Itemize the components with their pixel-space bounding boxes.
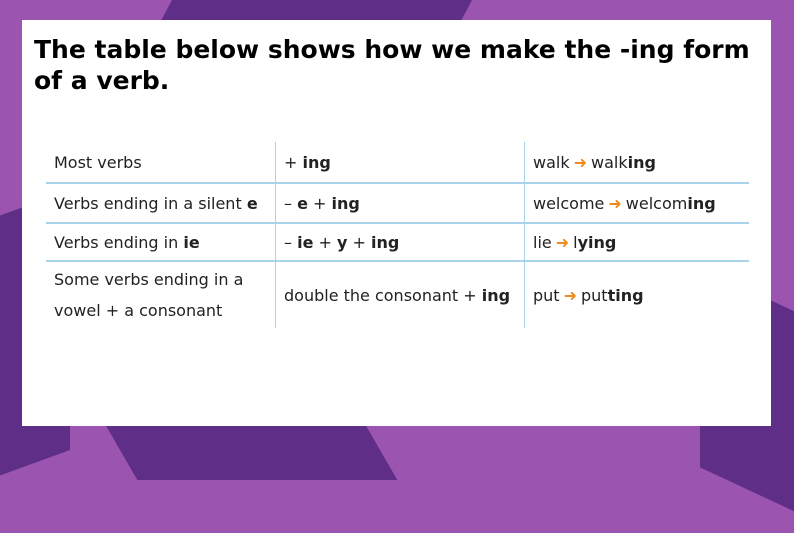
change-cell bbox=[275, 184, 524, 222]
table-row bbox=[46, 184, 749, 224]
right-arrow-icon: ➜ bbox=[563, 285, 577, 305]
rule-text: Most verbs bbox=[54, 152, 142, 172]
example-suffix: ying bbox=[577, 232, 617, 252]
table-row bbox=[46, 142, 749, 184]
rule-bold: ie bbox=[183, 232, 200, 252]
table-row bbox=[46, 262, 749, 328]
rule-line: Some verbs ending in a bbox=[54, 270, 244, 289]
example-stem: put bbox=[580, 285, 608, 305]
example-base: lie bbox=[533, 232, 552, 252]
ing-rules-table bbox=[46, 142, 749, 328]
rule-cell bbox=[46, 142, 275, 182]
example-suffix: ing bbox=[687, 193, 716, 213]
change-bold: e bbox=[297, 193, 308, 213]
right-arrow-icon: ➜ bbox=[555, 232, 570, 252]
right-arrow-icon: ➜ bbox=[573, 152, 588, 172]
plus-sign: + bbox=[284, 152, 303, 172]
example-suffix: ing bbox=[627, 152, 656, 172]
table-row bbox=[46, 224, 749, 262]
change-bold: ie bbox=[297, 232, 314, 252]
change-bold: ing bbox=[481, 285, 511, 305]
rule-line: vowel + a consonant bbox=[54, 301, 223, 320]
rule-text: Verbs ending in bbox=[54, 232, 179, 252]
right-arrow-icon: ➜ bbox=[608, 193, 622, 213]
rule-text: Verbs ending in a silent bbox=[54, 193, 242, 213]
change-bold: ing bbox=[331, 193, 360, 213]
slide-card bbox=[22, 20, 771, 426]
rule-cell bbox=[46, 184, 275, 222]
example-base: put bbox=[533, 285, 560, 305]
slide-title: The table below shows how we make the -ing form of a verb. bbox=[34, 35, 750, 95]
rule-cell bbox=[46, 224, 275, 260]
example-stem: welcom bbox=[625, 193, 688, 213]
change-mid: + bbox=[313, 232, 338, 252]
rule-bold: e bbox=[246, 193, 258, 213]
change-mid: + bbox=[307, 193, 332, 213]
example-base: welcome bbox=[533, 193, 605, 213]
change-pre: – bbox=[284, 193, 298, 213]
example-base: walk bbox=[533, 152, 570, 172]
change-cell bbox=[275, 142, 524, 182]
example-stem: walk bbox=[591, 152, 628, 172]
change-cell bbox=[275, 262, 524, 328]
change-pre: double the consonant + bbox=[284, 285, 482, 305]
example-cell bbox=[524, 142, 749, 182]
example-cell bbox=[524, 224, 749, 260]
example-cell bbox=[524, 184, 749, 222]
example-suffix: ting bbox=[607, 285, 644, 305]
rule-cell bbox=[46, 262, 275, 328]
change-cell bbox=[275, 224, 524, 260]
change-bold: ing bbox=[371, 232, 400, 252]
change-bold: y bbox=[337, 232, 348, 252]
example-stem: l bbox=[573, 232, 578, 252]
rule-text bbox=[54, 264, 243, 326]
change-text: ing bbox=[302, 152, 331, 172]
change-mid: + bbox=[347, 232, 372, 252]
background-shape bbox=[103, 420, 398, 480]
example-cell bbox=[524, 262, 749, 328]
change-pre: – bbox=[284, 232, 298, 252]
